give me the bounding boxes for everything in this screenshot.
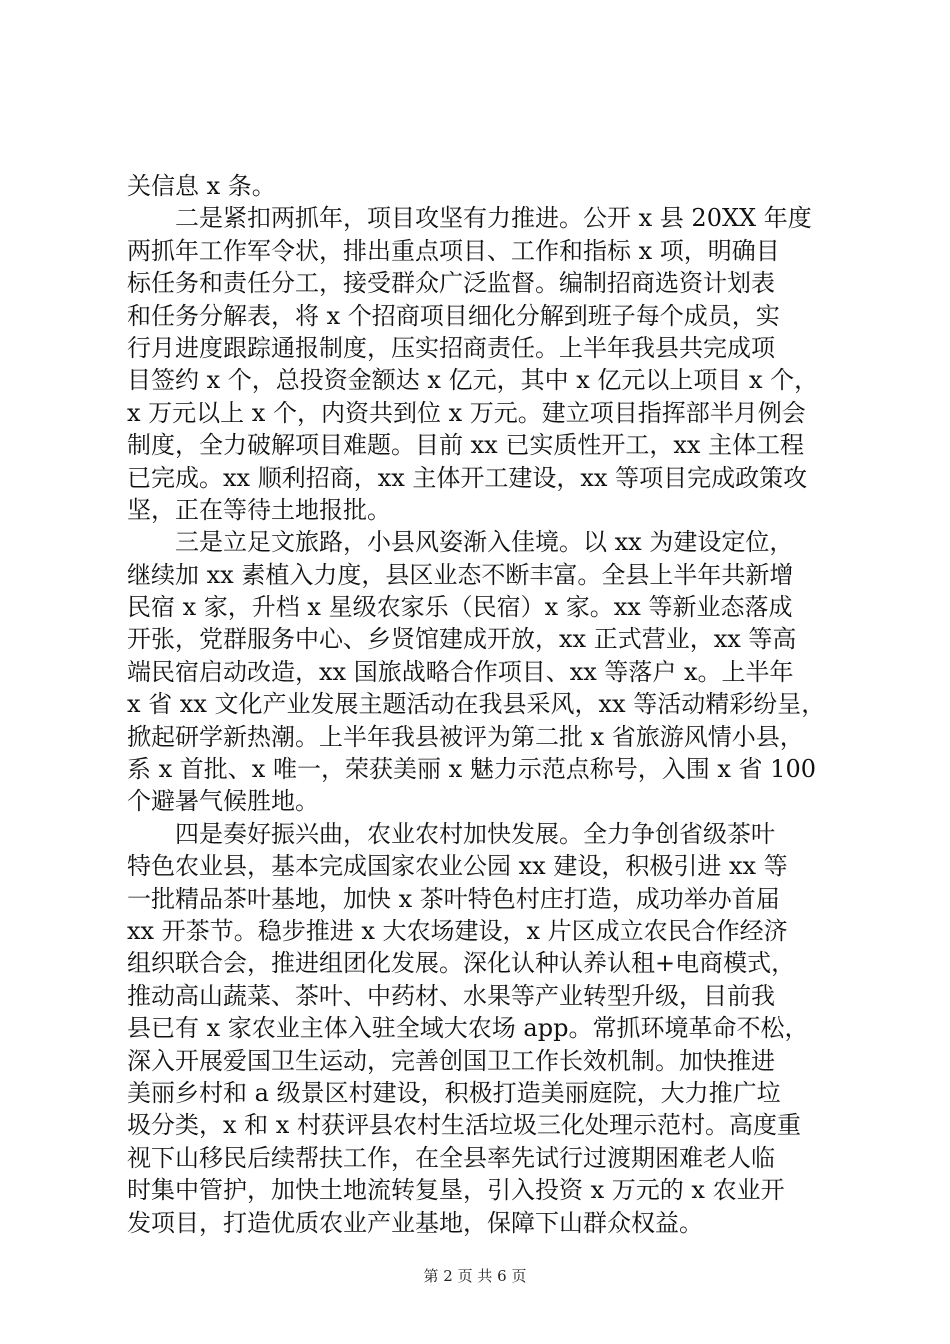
text-line: x 万元以上 x 个，内资共到位 x 万元。建立项目指挥部半月例会 [127, 398, 806, 427]
text-line: 目签约 x 个，总投资金额达 x 亿元，其中 x 亿元以上项目 x 个， [127, 366, 819, 395]
text-line: 关信息 x 条。 [127, 172, 276, 200]
text-line: 一批精品茶叶基地，加快 x 茶叶特色村庄打造，成功举办首届 [127, 884, 780, 913]
text-line: 行月进度跟踪通报制度，压实招商责任。上半年我县共完成项 [127, 333, 775, 362]
text-line: 发项目，打造优质农业产业基地，保障下山群众权益。 [127, 1208, 703, 1237]
text-line: 系 x 首批、x 唯一，荣获美丽 x 魅力示范点称号，入围 x 省 100 [127, 755, 816, 784]
text-line: 民宿 x 家，升档 x 星级农家乐（民宿）x 家。xx 等新业态落成 [127, 593, 793, 622]
text-line: 深入开展爱国卫生运动，完善创国卫工作长效机制。加快推进 [127, 1046, 775, 1075]
text-line: 视下山移民后续帮扶工作，在全县率先试行过渡期困难老人临 [127, 1143, 775, 1172]
text-line: 个避暑气候胜地。 [127, 787, 319, 816]
text-line: 推动高山蔬菜、茶叶、中药材、水果等产业转型升级，目前我 [127, 981, 775, 1010]
text-line: 圾分类，x 和 x 村获评县农村生活垃圾三化处理示范村。高度重 [127, 1111, 801, 1140]
text-line: 特色农业县，基本完成国家农业公园 xx 建设，积极引进 xx 等 [127, 852, 788, 881]
text-line: 端民宿启动改造，xx 国旅战略合作项目、xx 等落户 x。上半年 [127, 657, 794, 686]
text-line: 四是奏好振兴曲，农业农村加快发展。全力争创省级茶叶 [127, 819, 775, 848]
text-line: 两抓年工作军令状，排出重点项目、工作和指标 x 项，明确目 [127, 236, 780, 265]
text-line: 县已有 x 家农业主体入驻全域大农场 app。常抓环境革命不松， [127, 1014, 809, 1043]
text-line: xx 开茶节。稳步推进 x 大农场建设，x 片区成立农民合作经济 [127, 916, 788, 945]
text-line: 二是紧扣两抓年，项目攻坚有力推进。公开 x 县 20XX 年度 [127, 204, 812, 233]
text-line: 开张，党群服务中心、乡贤馆建成开放，xx 正式营业，xx 等高 [127, 625, 797, 654]
text-line: 已完成。xx 顺利招商，xx 主体开工建设，xx 等项目完成政策攻 [127, 463, 808, 492]
text-line: 掀起研学新热潮。上半年我县被评为第二批 x 省旅游风情小县， [127, 722, 804, 751]
page-footer: 第 2 页 共 6 页 [423, 1267, 527, 1285]
text-line: 标任务和责任分工，接受群众广泛监督。编制招商选资计划表 [127, 269, 775, 298]
text-line: 组织联合会，推进组团化发展。深化认种认养认租+电商模式， [127, 949, 796, 978]
text-line: 制度，全力破解项目难题。目前 xx 已实质性开工，xx 主体工程 [127, 431, 805, 460]
text-line: x 省 xx 文化产业发展主题活动在我县采风，xx 等活动精彩纷呈， [127, 690, 826, 719]
text-line: 时集中管护，加快土地流转复垦，引入投资 x 万元的 x 农业开 [127, 1176, 785, 1205]
document-body [127, 170, 827, 1239]
text-line: 三是立足文旅路，小县风姿渐入佳境。以 xx 为建设定位， [127, 528, 794, 557]
text-line: 和任务分解表，将 x 个招商项目细化分解到班子每个成员，实 [127, 301, 780, 330]
text-line: 坚，正在等待土地报批。 [127, 495, 391, 524]
text-line: 美丽乡村和 a 级景区村建设，积极打造美丽庭院，大力推广垃 [127, 1078, 781, 1107]
text-line: 继续加 xx 素植入力度，县区业态不断丰富。全县上半年共新增 [127, 560, 794, 589]
